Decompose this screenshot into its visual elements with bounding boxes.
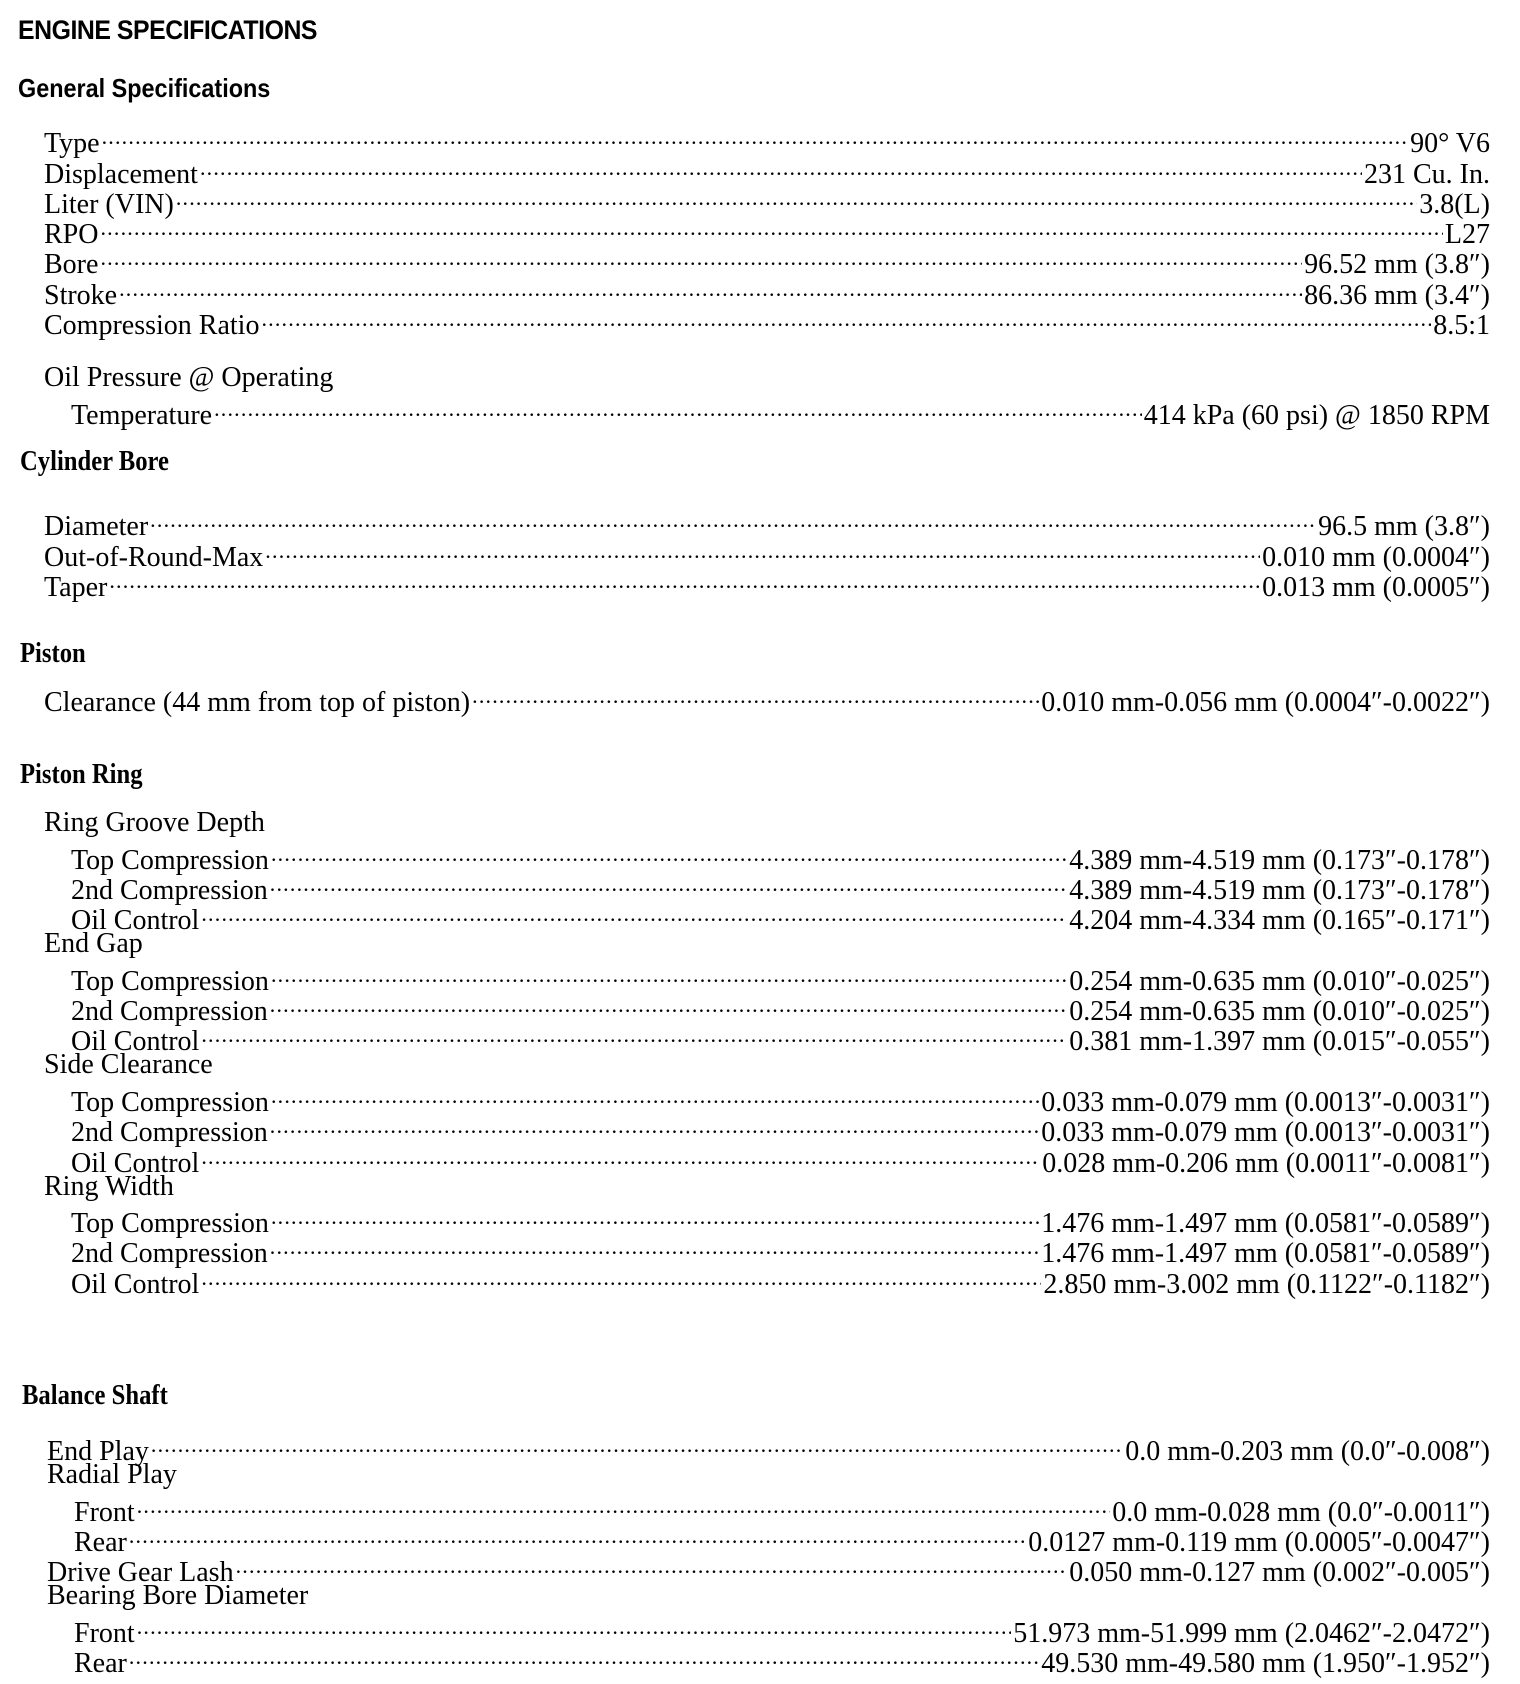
spec-group-label xyxy=(44,808,1490,838)
dot-leader xyxy=(270,869,1067,899)
spec-row-displacement xyxy=(44,152,1490,190)
spec-value: 86.36 mm (3.4″) xyxy=(1304,279,1490,311)
spec-row-rpo xyxy=(44,213,1490,251)
dot-leader xyxy=(150,505,1316,535)
spec-value: 0.028 mm-0.206 mm (0.0011″-0.0081″) xyxy=(1042,1147,1490,1179)
dot-leader xyxy=(271,1081,1039,1111)
dot-leader xyxy=(137,1612,1012,1642)
dot-leader xyxy=(261,304,1431,334)
spec-label: 2nd Compression xyxy=(71,996,268,1028)
spec-value: 4.389 mm-4.519 mm (0.173″-0.178″) xyxy=(1069,844,1490,876)
spec-label: Oil Pressure @ Operating xyxy=(44,362,334,393)
spec-row-diameter xyxy=(44,505,1490,543)
spec-value: 0.050 mm-0.127 mm (0.002″-0.005″) xyxy=(1069,1557,1490,1589)
oil-pressure-spec xyxy=(44,362,1490,431)
spec-row xyxy=(44,959,1490,997)
spec-label: Temperature xyxy=(71,399,213,431)
dot-leader xyxy=(119,273,1302,303)
spec-value: 96.52 mm (3.8″) xyxy=(1304,249,1490,281)
dot-leader xyxy=(176,183,1417,213)
dot-leader xyxy=(200,152,1362,182)
spec-row-liter xyxy=(44,183,1490,220)
spec-label: 2nd Compression xyxy=(71,874,268,906)
spec-label: Front xyxy=(74,1496,135,1528)
dot-leader xyxy=(100,243,1302,273)
dot-leader xyxy=(270,990,1067,1020)
section-heading-general: General Specifications xyxy=(18,73,271,103)
general-spec-list xyxy=(44,122,1490,342)
piston-spec-list xyxy=(44,681,1490,719)
spec-value: 4.389 mm-4.519 mm (0.173″-0.178″) xyxy=(1069,874,1490,906)
spec-row xyxy=(47,1491,1490,1528)
dot-leader xyxy=(102,122,1409,152)
spec-label: Top Compression xyxy=(71,965,269,997)
spec-label: End Gap xyxy=(44,928,143,960)
spec-value: 0.013 mm (0.0005″) xyxy=(1262,571,1490,603)
spec-label: Rear xyxy=(74,1648,127,1680)
spec-group-label xyxy=(44,363,1490,393)
spec-row xyxy=(47,1612,1490,1650)
spec-value: 0.010 mm-0.056 mm (0.0004″-0.0022″) xyxy=(1041,687,1490,719)
spec-value: 0.381 mm-1.397 mm (0.015″-0.055″) xyxy=(1069,1026,1490,1058)
dot-leader xyxy=(271,959,1067,989)
spec-value: 3.8(L) xyxy=(1419,188,1490,220)
dot-leader xyxy=(201,1020,1067,1050)
piston-ring-spec-list xyxy=(44,807,1490,1300)
dot-leader xyxy=(472,681,1039,711)
spec-label: Rear xyxy=(74,1527,127,1559)
dot-leader xyxy=(265,535,1260,565)
cylinder-bore-spec-list xyxy=(44,505,1490,603)
spec-value: 0.0127 mm-0.119 mm (0.0005″-0.0047″) xyxy=(1028,1527,1490,1559)
spec-label: Oil Control xyxy=(71,905,200,937)
dot-leader xyxy=(109,566,1260,596)
spec-value: 4.204 mm-4.334 mm (0.165″-0.171″) xyxy=(1069,905,1490,937)
spec-value: 2.850 mm-3.002 mm (0.1122″-0.1182″) xyxy=(1043,1268,1490,1300)
spec-label: Top Compression xyxy=(71,1208,269,1240)
spec-label: Drive Gear Lash xyxy=(47,1557,234,1589)
spec-label: Ring Width xyxy=(44,1170,174,1202)
dot-leader xyxy=(129,1521,1026,1551)
dot-leader xyxy=(270,1111,1039,1141)
spec-value: 0.033 mm-0.079 mm (0.0013″-0.0031″) xyxy=(1041,1086,1490,1118)
balance-shaft-spec-list xyxy=(47,1430,1490,1680)
spec-row-type xyxy=(44,122,1490,160)
spec-label: Front xyxy=(74,1618,135,1650)
spec-value: 51.973 mm-51.999 mm (2.0462″-2.0472″) xyxy=(1013,1618,1490,1650)
spec-label: Bore xyxy=(44,249,99,281)
dot-leader xyxy=(201,1262,1041,1292)
spec-label: Stroke xyxy=(44,279,118,311)
spec-row-end-play xyxy=(47,1430,1490,1468)
spec-value: 1.476 mm-1.497 mm (0.0581″-0.0589″) xyxy=(1041,1208,1490,1240)
dot-leader xyxy=(100,213,1442,243)
dot-leader xyxy=(137,1491,1111,1521)
spec-value: 1.476 mm-1.497 mm (0.0581″-0.0589″) xyxy=(1041,1238,1490,1270)
spec-row-oil-pressure xyxy=(44,393,1490,431)
spec-value: 0.254 mm-0.635 mm (0.010″-0.025″) xyxy=(1069,965,1490,997)
spec-row-piston-clearance xyxy=(44,681,1490,719)
spec-label: Side Clearance xyxy=(44,1049,213,1081)
spec-label: Oil Control xyxy=(71,1147,200,1179)
spec-value: 8.5:1 xyxy=(1433,310,1490,342)
spec-value: L27 xyxy=(1444,219,1490,251)
spec-label: 2nd Compression xyxy=(71,1238,268,1270)
section-heading-piston-ring: Piston Ring xyxy=(20,759,143,790)
spec-label: Bearing Bore Diameter xyxy=(47,1580,309,1612)
dot-leader xyxy=(129,1642,1039,1672)
spec-row-compression-ratio xyxy=(44,304,1490,342)
dot-leader xyxy=(214,393,1142,423)
spec-label: Compression Ratio xyxy=(44,310,260,342)
spec-label: 2nd Compression xyxy=(71,1117,268,1149)
spec-label: Top Compression xyxy=(71,1086,269,1118)
dot-leader xyxy=(271,1202,1039,1232)
spec-label: Liter (VIN) xyxy=(44,188,174,220)
spec-value: 414 kPa (60 psi) @ 1850 RPM xyxy=(1143,399,1490,431)
spec-value: 231 Cu. In. xyxy=(1364,158,1490,190)
page-title: ENGINE SPECIFICATIONS xyxy=(18,15,318,45)
spec-value: 49.530 mm-49.580 mm (1.950″-1.952″) xyxy=(1041,1648,1490,1680)
spec-row-out-of-round xyxy=(44,535,1490,573)
spec-label: Radial Play xyxy=(47,1459,177,1491)
spec-row-stroke xyxy=(44,273,1490,311)
dot-leader xyxy=(151,1430,1123,1460)
spec-label: Clearance (44 mm from top of piston) xyxy=(44,687,471,719)
spec-value: 90° V6 xyxy=(1410,128,1490,160)
spec-value: 0.0 mm-0.028 mm (0.0″-0.0011″) xyxy=(1112,1496,1490,1528)
section-heading-cylinder-bore: Cylinder Bore xyxy=(20,446,169,477)
spec-label: Taper xyxy=(44,571,108,603)
spec-label: Oil Control xyxy=(71,1026,200,1058)
spec-value: 0.033 mm-0.079 mm (0.0013″-0.0031″) xyxy=(1041,1117,1490,1149)
dot-leader xyxy=(201,899,1067,929)
spec-value: 0.254 mm-0.635 mm (0.010″-0.025″) xyxy=(1069,996,1490,1028)
dot-leader xyxy=(201,1141,1040,1171)
spec-label: End Play xyxy=(47,1436,149,1468)
spec-label: Oil Control xyxy=(71,1268,200,1300)
spec-value: 96.5 mm (3.8″) xyxy=(1318,511,1490,543)
spec-row xyxy=(44,1081,1490,1118)
spec-label: Type xyxy=(44,128,100,160)
spec-label: Ring Groove Depth xyxy=(44,807,265,838)
section-heading-balance-shaft: Balance Shaft xyxy=(22,1380,168,1411)
section-heading-piston: Piston xyxy=(20,638,86,669)
spec-row xyxy=(44,1202,1490,1240)
spec-label: Displacement xyxy=(44,158,198,190)
dot-leader xyxy=(271,838,1067,868)
spec-label: RPO xyxy=(44,219,99,251)
dot-leader xyxy=(236,1551,1068,1581)
spec-label: Diameter xyxy=(44,511,149,543)
spec-value: 0.010 mm (0.0004″) xyxy=(1262,541,1490,573)
spec-value: 0.0 mm-0.203 mm (0.0″-0.008″) xyxy=(1125,1436,1490,1468)
spec-label: Top Compression xyxy=(71,844,269,876)
dot-leader xyxy=(270,1232,1039,1262)
spec-row-bore xyxy=(44,243,1490,281)
spec-row xyxy=(44,838,1490,876)
spec-label: Out-of-Round-Max xyxy=(44,541,264,573)
